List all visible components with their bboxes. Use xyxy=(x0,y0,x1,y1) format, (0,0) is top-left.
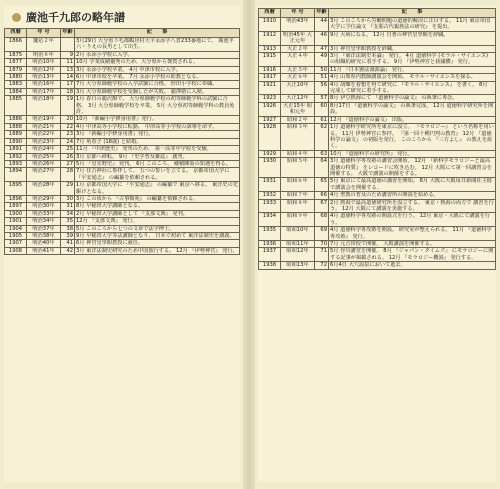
cell-year: 1877 xyxy=(5,59,27,66)
cell-event: 5月 東京にて最高道徳の講習を開始。 8月 大阪に大阪毎日新聞社主催で講演会を開催する。 xyxy=(329,178,496,192)
cell-age: 34 xyxy=(61,210,75,217)
cell-event: 7月 元吉田校で開催。 大阪講演を開催する。 xyxy=(329,241,496,248)
cell-age: 51 xyxy=(315,74,329,81)
cell-age: 69 xyxy=(315,227,329,241)
cell-age: 27 xyxy=(61,160,75,167)
header-event: 記 事 xyxy=(75,29,240,38)
header-year: 西暦 xyxy=(259,9,281,18)
cell-year: 1880 xyxy=(5,74,27,81)
cell-era: 明治34年 xyxy=(27,218,61,225)
header-age: 年齢 xyxy=(315,9,329,18)
table-row xyxy=(259,158,496,178)
cell-year: 1895 xyxy=(5,182,27,196)
table-row xyxy=(259,66,496,73)
cell-era: 明治43年 xyxy=(281,18,315,32)
table-row xyxy=(259,31,496,45)
cell-era: 明治33年 xyxy=(27,210,61,217)
cell-year: 1888 xyxy=(5,123,27,130)
table-row xyxy=(5,182,240,196)
cell-event: 3月 東洋法制史研究のため中国旅行する。 12月 『伊勢神宮』 発行。 xyxy=(76,247,238,254)
table-header-row xyxy=(5,29,240,38)
cell-era: 昭和８年 xyxy=(281,199,315,213)
cell-age: 9 xyxy=(61,51,75,58)
cell-age: 44 xyxy=(315,18,329,32)
cell-event: 5月 このころから七つの文章で法学博士。 xyxy=(75,225,240,232)
table-row xyxy=(5,168,240,182)
cell-age: 60 xyxy=(315,102,329,116)
table-row xyxy=(5,153,240,160)
cell-event: 3月 道徳科学専攻塾の講習会開始。 12月 『新科学モラロジーと最高道徳の特質』 をレコードに吹き込む。 12月 大阪にて第一回講習会を開催する。 大阪で講演の開催をする。 xyxy=(329,158,496,178)
cell-era: 昭和10年 xyxy=(281,227,315,241)
cell-year: 1890 xyxy=(5,138,27,145)
cell-event: 4月 道徳科学専攻塾を開設。 研究室が整えられる。 11月 『道徳科学専攻塾』 発行。 xyxy=(329,227,496,241)
table-row xyxy=(5,88,240,95)
cell-year: 1934 xyxy=(259,213,281,227)
cell-year: 1927 xyxy=(259,116,281,123)
header-event: 記 事 xyxy=(329,9,496,18)
cell-age: 31 xyxy=(61,203,75,210)
cell-era: 昭和11年 xyxy=(281,241,315,248)
cell-event: 4月 山梨県内教師講演会を開始。 モラル・サイエンスを探る。 xyxy=(329,74,496,81)
table-row xyxy=(5,81,240,88)
table-row xyxy=(5,138,240,145)
cell-age: 30 xyxy=(61,195,75,202)
table-row xyxy=(259,124,496,151)
cell-year: 1894 xyxy=(5,168,27,182)
cell-era: 明治26年 xyxy=(27,160,61,167)
table-row xyxy=(259,102,496,116)
table-row xyxy=(5,74,240,81)
cell-event: 3月 京都へ移転。 9月 『史学普及雑誌』 創刊。 xyxy=(75,153,240,160)
table-row xyxy=(5,218,240,225)
table-row xyxy=(259,262,496,269)
cell-year: 1936 xyxy=(259,241,281,248)
cell-age: 66 xyxy=(315,192,329,199)
cell-age: 67 xyxy=(315,199,329,213)
table-row xyxy=(259,95,496,102)
table-row xyxy=(5,38,240,52)
cell-year: 1891 xyxy=(5,146,27,153)
cell-age: 17 xyxy=(61,81,75,88)
cell-era: 昭和12年 xyxy=(281,248,315,262)
cell-event: 11月 『日本憲法淵源論』 発行。 xyxy=(329,66,496,73)
table-row xyxy=(259,45,496,52)
chronology-table-right xyxy=(258,8,496,270)
cell-year: 1912 xyxy=(259,31,281,45)
cell-year: 1926 xyxy=(259,102,281,116)
cell-age: 72 xyxy=(315,262,329,269)
cell-age: 22 xyxy=(61,123,75,130)
cell-event: 3月 このころから労働問題の道徳的解決に注目する。 11月 東京帝国大学に学位論文 『支那古代親族法の研究』 を提出。 xyxy=(329,18,496,32)
cell-era: 明治41年 xyxy=(27,247,61,254)
cell-age: 14 xyxy=(61,74,75,81)
cell-year: 1901 xyxy=(5,218,27,225)
cell-era: 昭和13年 xyxy=(281,262,315,269)
cell-event: 8月17日 『道徳科学の論文』 の執筆完成。 12月 道徳科学研究所を開設。 xyxy=(329,102,496,116)
cell-event: 4月 中津高等小学校に転勤。 中津高等小学校の訓導を命ず。 xyxy=(75,123,240,130)
cell-year: 1908 xyxy=(5,247,27,254)
cell-year: 1928 xyxy=(259,124,281,151)
chronology-rows-left xyxy=(5,38,240,255)
table-row xyxy=(5,146,240,153)
left-page xyxy=(4,6,240,482)
cell-era: 明治22年 xyxy=(27,131,61,138)
header-era: 年 号 xyxy=(27,29,61,38)
cell-year: 1917 xyxy=(259,74,281,81)
cell-era: 昭和５年 xyxy=(281,158,315,178)
table-row xyxy=(259,53,496,67)
cell-age: 28 xyxy=(61,168,75,182)
cell-age: 57 xyxy=(315,95,329,102)
cell-age: 61 xyxy=(315,116,329,123)
cell-event: 6月 神宮皇學館教授に就任。 xyxy=(75,240,240,247)
cell-age: 29 xyxy=(61,182,75,196)
cell-era: 明治24年 xyxy=(27,146,61,153)
cell-age: 11 xyxy=(61,59,75,66)
cell-age: 26 xyxy=(61,153,75,160)
cell-era: 明治12年 xyxy=(27,66,61,73)
header-year: 西暦 xyxy=(5,29,27,38)
cell-year: 1900 xyxy=(5,210,27,217)
cell-year: 1937 xyxy=(259,248,281,262)
cell-age: 35 xyxy=(61,218,75,225)
cell-event: 9月 大病になる。 12月 自著の神宮皇學館を辞職。 xyxy=(329,31,496,45)
cell-age: 39 xyxy=(61,232,75,239)
table-row xyxy=(259,192,496,199)
cell-event: 1月 京都帝国大学に 『平安通志』 の編纂で 東京へ移る。 東洋史の先駆けとなる。 xyxy=(76,182,238,195)
table-row xyxy=(5,123,240,130)
table-row xyxy=(5,195,240,202)
book-gutter xyxy=(243,0,255,489)
cell-year: 1910 xyxy=(259,18,281,32)
cell-year: 1935 xyxy=(259,227,281,241)
cell-era: 明治21年 xyxy=(27,123,61,130)
cell-year: 1884 xyxy=(5,88,27,95)
cell-era: 大正４年 xyxy=(281,53,315,67)
cell-event: 7月 角春子 (18歳) と結婚。 xyxy=(75,138,240,145)
cell-age: 41 xyxy=(61,240,75,247)
cell-year: 1907 xyxy=(5,240,27,247)
cell-age: 65 xyxy=(315,178,329,192)
cell-age: 20 xyxy=(61,116,75,123)
cell-year: 1889 xyxy=(5,131,27,138)
cell-event: 3月 永添小学校卒業。 4月 中津市校に入学。 xyxy=(75,66,240,73)
cell-year: 1923 xyxy=(259,95,281,102)
cell-year: 1915 xyxy=(259,53,281,67)
cell-age: 68 xyxy=(315,213,329,227)
cell-era: 昭和２年 xyxy=(281,116,315,123)
table-row xyxy=(5,232,240,239)
cell-era: 明治37年 xyxy=(27,225,61,232)
cell-era: 大正12年 xyxy=(281,95,315,102)
table-row xyxy=(5,131,240,138)
cell-event: 4月 道徳科学専攻塾の開設式を行う。 12月 東京・大阪にて講演を行う。 xyxy=(329,213,496,227)
cell-era: 明治19年 xyxy=(27,116,61,123)
cell-era: 明治18年 xyxy=(27,96,61,116)
cell-era: 大正10年 xyxy=(281,81,315,95)
table-row xyxy=(5,247,240,254)
cell-event: 4月 聖教の普及のため講習所の開設を始める。 xyxy=(329,192,496,199)
cell-event: 5月 『皇室野史』 発刊。 6月 このころ、 穂積陳重の知遇を得る。 xyxy=(75,160,240,167)
cell-event: 12月 『支那文典』 発行。 xyxy=(75,218,240,225)
cell-era: 昭和３年 xyxy=(281,124,315,151)
cell-age: 49 xyxy=(315,53,329,67)
cell-era: 明治10年 xyxy=(27,59,61,66)
cell-era: 昭和６年 xyxy=(281,178,315,192)
cell-event: 1月 道徳科学研究所を東京に設立。 『モラロジー』 という名称を用いる。 11月 伊勢神宮に参拝。 『第一回十種円判の教育』 12月 『道徳科学の論文』 の初版を発行。 このころから 『三方よし』 の教えを説く。 xyxy=(330,124,494,150)
cell-age: 46 xyxy=(315,31,329,45)
cell-event: 6月 中津市校を卒業。 7月 永添小学校の助教となる。 xyxy=(75,74,240,81)
cell-year: 1896 xyxy=(5,195,27,202)
cell-event: 9月 早稲田大学等法講師となり、 日本で初めて 東洋法制史を講義。 xyxy=(75,232,240,239)
chronology-table-left xyxy=(4,28,240,255)
table-row xyxy=(5,59,240,66)
cell-year: 1921 xyxy=(259,81,281,95)
cell-year: 1866 xyxy=(5,38,27,52)
cell-event: 3月29日 大分県下毛郡鶴居村大字永添字八倉233番地にて、 廣池半六・りえの長男として出生。 xyxy=(75,38,240,52)
cell-event: 3月 神宮皇學館教授を辞職。 xyxy=(329,45,496,52)
table-row xyxy=(5,160,240,167)
cell-era: 明治16年 xyxy=(27,81,61,88)
cell-era: 明治29年 xyxy=(27,195,61,202)
cell-age: 62 xyxy=(315,124,329,151)
cell-event: 12月 『道徳科学の論文』 出版。 xyxy=(329,116,496,123)
cell-age: 71 xyxy=(315,248,329,262)
cell-year: 1913 xyxy=(259,45,281,52)
cell-event: 6月4日 大穴温泉において逝去。 xyxy=(329,262,496,269)
cell-age: 18 xyxy=(61,88,75,95)
cell-year: 1879 xyxy=(5,66,27,73)
cell-event: 11月 『中津歴史』 発刊のため、 第一高等中学校を受験。 xyxy=(75,146,240,153)
cell-age: 25 xyxy=(61,146,75,153)
right-page xyxy=(258,6,496,482)
cell-event: 3月 『新編小学修身用書』発行。 xyxy=(75,131,240,138)
cell-event: 3月 大分県師範学校を受験したが失敗。 麗澤塾に入塾。 xyxy=(75,88,240,95)
cell-event: 10月 『新編小学修身用書』発行。 xyxy=(75,116,240,123)
cell-age xyxy=(61,38,75,52)
table-row xyxy=(259,248,496,262)
cell-era: 昭和９年 xyxy=(281,213,315,227)
cell-age: 13 xyxy=(61,66,75,73)
table-row xyxy=(259,241,496,248)
cell-year: 1916 xyxy=(259,66,281,73)
cell-event: 10月 『道徳科学の研究所』 発行。 xyxy=(329,150,496,157)
table-row xyxy=(259,213,496,227)
cell-era: 明治13年 xyxy=(27,74,61,81)
cell-age: 50 xyxy=(315,66,329,73)
cell-year: 1893 xyxy=(5,160,27,167)
cell-era: 明治38年 xyxy=(27,232,61,239)
table-row xyxy=(5,51,240,58)
cell-era: 明治８年 xyxy=(27,51,61,58)
cell-event: 3月 この頃から 『古事類苑』 の編纂を依頼される。 xyxy=(75,195,240,202)
cell-age: 70 xyxy=(315,241,329,248)
cell-event: 2月 早稲田大学講師として 『支那文典』 発刊。 xyxy=(75,210,240,217)
cell-event: 3月 『東洋法制史本論』 発行。 4月 道徳科学 (モラル・サイエンス) の組織的研究に着手する。 9月 『伊勢神宮と我國體』 発行。 xyxy=(329,53,496,67)
cell-event: 7月 大分県師範学校の入学試験に合格。 形田小学校に奉職。 xyxy=(75,81,240,88)
cell-age: 64 xyxy=(315,158,329,178)
cell-event: 10月 学業成績優秀のため、大分県から褒賞される。 xyxy=(75,59,240,66)
cell-year: 1886 xyxy=(5,116,27,123)
cell-year: 1932 xyxy=(259,192,281,199)
cell-age: 63 xyxy=(315,150,329,157)
cell-age: 38 xyxy=(61,225,75,232)
table-row xyxy=(259,227,496,241)
cell-era: 昭和４年 xyxy=(281,150,315,157)
chronology-rows-right xyxy=(259,18,496,270)
table-header-row xyxy=(259,9,496,18)
cell-event: 5月 谷川講堂を開催。 8月 『ジャパン・タイムズ』 にモラロジーに関する記事が掲載される。 12月 『モラロジー概説』 発行する。 xyxy=(329,248,496,262)
cell-event: 7月 住吉神社に参拝して、 五つの誓いを立てる。 京都帝国大学に 『平安通志』 の編纂を依頼される。 xyxy=(75,168,240,182)
cell-event: 2月 熱海で最高道徳研究所を設立する。 東京・熱海の両方で 講習を行う。 12月 大阪にて講演を実施する。 xyxy=(330,199,494,212)
table-row xyxy=(5,96,240,116)
cell-era: 明治45年 大正元年 xyxy=(281,31,315,45)
table-row xyxy=(259,116,496,123)
table-row xyxy=(5,66,240,73)
cell-era: 明治27年 xyxy=(27,168,61,182)
table-row xyxy=(259,18,496,32)
cell-era: 慶応２年 xyxy=(27,38,61,52)
table-row xyxy=(259,199,496,213)
cell-year: 1930 xyxy=(259,158,281,178)
table-row xyxy=(5,210,240,217)
cell-event: 4月 胡蝶を着想を得て研究に 『モラル・サイエンス』 を書く。 8月 完成して研究に着手する。 xyxy=(329,81,496,95)
cell-event: 8月 伊豆熱海にて 『道徳科学の論文』 の執筆に専念。 xyxy=(329,95,496,102)
cell-age: 47 xyxy=(315,45,329,52)
cell-era: 大正15年 昭和元年 xyxy=(281,102,315,116)
title-bullet-icon xyxy=(12,13,21,22)
table-row xyxy=(5,225,240,232)
cell-era: 明治40年 xyxy=(27,240,61,247)
cell-year: 1883 xyxy=(5,81,27,88)
cell-year: 1931 xyxy=(259,178,281,192)
header-age: 年齢 xyxy=(61,29,75,38)
cell-era: 明治23年 xyxy=(27,138,61,145)
cell-age: 23 xyxy=(61,131,75,138)
cell-age: 56 xyxy=(315,81,329,95)
cell-year: 1897 xyxy=(5,203,27,210)
table-row xyxy=(259,81,496,95)
cell-era: 明治17年 xyxy=(27,88,61,95)
table-row xyxy=(5,240,240,247)
cell-era: 明治30年 xyxy=(27,203,61,210)
cell-year: 1885 xyxy=(5,96,27,116)
cell-event: 1月 春日の麗沢館で、 大分県師範学校の初等師範学科の試験に合格。 3月 大分県師範学校を卒業。 5月 大分県初等師範学科の教員免許。 xyxy=(75,96,240,116)
cell-event: 8月 早稲田大学講師となる。 xyxy=(75,203,240,210)
chronology-title xyxy=(4,6,240,28)
cell-era: 明治25年 xyxy=(27,153,61,160)
cell-age: 24 xyxy=(61,138,75,145)
cell-year: 1929 xyxy=(259,150,281,157)
cell-era: 大正５年 xyxy=(281,66,315,73)
table-row xyxy=(259,150,496,157)
cell-year: 1904 xyxy=(5,225,27,232)
chronology-title-text: 廣池千九郎の略年譜 xyxy=(26,11,125,24)
cell-age: 19 xyxy=(61,96,75,116)
cell-year: 1905 xyxy=(5,232,27,239)
cell-era: 明治28年 xyxy=(27,182,61,196)
table-row xyxy=(259,178,496,192)
cell-year: 1938 xyxy=(259,262,281,269)
cell-year: 1875 xyxy=(5,51,27,58)
cell-era: 昭和７年 xyxy=(281,192,315,199)
cell-era: 大正６年 xyxy=(281,74,315,81)
table-row xyxy=(259,74,496,81)
cell-era: 大正２年 xyxy=(281,45,315,52)
cell-event: 2月 永添小学校に入学。 xyxy=(75,51,240,58)
table-row xyxy=(5,116,240,123)
table-row xyxy=(5,203,240,210)
cell-age: 42 xyxy=(61,247,75,254)
cell-year: 1933 xyxy=(259,199,281,213)
header-era: 年 号 xyxy=(281,9,315,18)
cell-year: 1892 xyxy=(5,153,27,160)
